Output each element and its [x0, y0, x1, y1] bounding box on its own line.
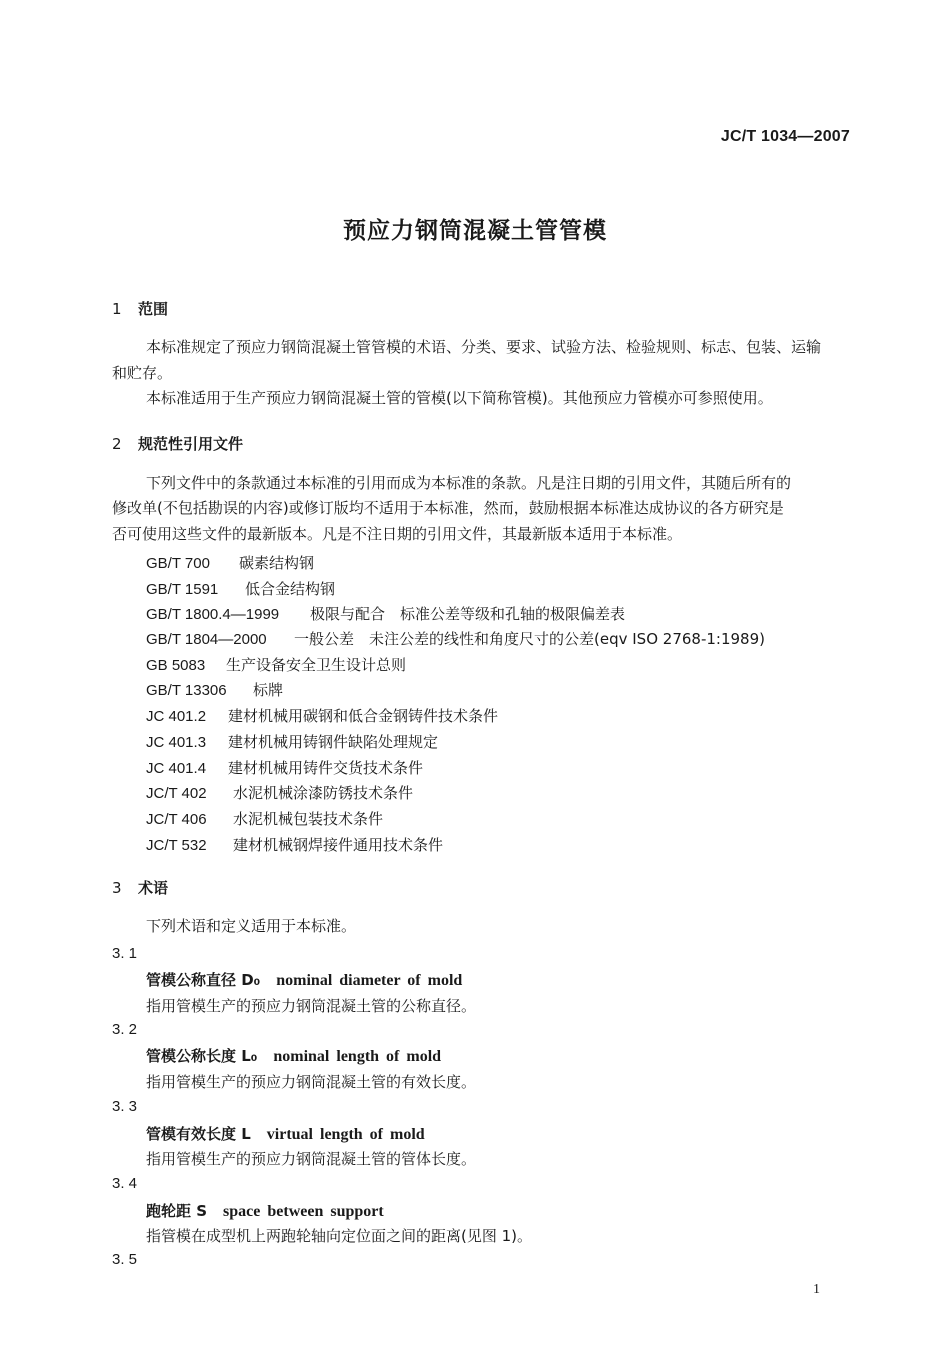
reference-item: GB 5083 生产设备安全卫生设计总则: [146, 656, 407, 674]
standard-number: JC/T 1034—2007: [720, 128, 850, 145]
term-number: 3. 3: [112, 1098, 138, 1115]
section-title: 规范性引用文件: [138, 435, 244, 453]
section-number: 1: [112, 300, 122, 318]
reference-item: GB/T 700 碳素结构钢: [146, 554, 315, 572]
term-definition: 指用管模生产的预应力钢筒混凝土管的管体长度。: [146, 1150, 477, 1168]
reference-item: JC/T 402 水泥机械涂漆防锈技术条件: [146, 784, 414, 802]
document-title: 预应力钢筒混凝土管管模: [343, 218, 607, 244]
section-2-intro-line-3: 否可使用这些文件的最新版本。凡是不注日期的引用文件，其最新版本适用于本标准。: [112, 525, 683, 543]
section-1-paragraph-2: 本标准适用于生产预应力钢筒混凝土管的管模(以下简称管模)。其他预应力管模亦可参照使用。: [146, 389, 773, 407]
term-number: 3. 2: [112, 1021, 138, 1038]
term-number: 3. 1: [112, 945, 138, 962]
section-number: 2: [112, 435, 122, 453]
term-title: 管模有效长度 L virtual length of mold: [146, 1125, 425, 1143]
reference-item: JC/T 406 水泥机械包装技术条件: [146, 810, 384, 828]
reference-item: GB/T 1591 低合金结构钢: [146, 580, 336, 598]
section-2-heading: [112, 433, 243, 454]
term-number: 3. 4: [112, 1175, 138, 1192]
reference-item: GB/T 13306 标牌: [146, 681, 284, 699]
reference-item: JC 401.2 建材机械用碳钢和低合金钢铸件技术条件: [146, 707, 499, 725]
section-3-intro: 下列术语和定义适用于本标准。: [146, 917, 357, 935]
section-title: 术语: [138, 879, 169, 897]
term-title: 跑轮距 S space between support: [146, 1202, 384, 1220]
term-title: 管模公称长度 L₀ nominal length of mold: [146, 1047, 442, 1065]
section-1-heading: [112, 298, 168, 319]
section-3-heading: [112, 877, 168, 898]
section-2-intro-line-2: 修改单(不包括勘误的内容)或修订版均不适用于本标准，然而，鼓励根据本标准达成协议的各方研究是: [112, 499, 784, 517]
page-number: 1: [813, 1282, 820, 1297]
reference-item: JC 401.3 建材机械用铸钢件缺陷处理规定: [146, 733, 439, 751]
reference-item: GB/T 1800.4—1999 极限与配合 标准公差等级和孔轴的极限偏差表: [146, 605, 626, 623]
reference-item: JC 401.4 建材机械用铸件交货技术条件: [146, 759, 424, 777]
term-definition: 指用管模生产的预应力钢筒混凝土管的有效长度。: [146, 1073, 477, 1091]
term-definition: 指用管模生产的预应力钢筒混凝土管的公称直径。: [146, 997, 477, 1015]
term-number: 3. 5: [112, 1251, 138, 1268]
reference-item: JC/T 532 建材机械钢焊接件通用技术条件: [146, 836, 444, 854]
section-title: 范围: [138, 300, 169, 318]
section-2-intro-line-1: 下列文件中的条款通过本标准的引用而成为本标准的条款。凡是注日期的引用文件，其随后所有的: [146, 474, 792, 492]
section-1-paragraph-1-line-2: 和贮存。: [112, 364, 173, 382]
section-number: 3: [112, 879, 122, 897]
term-title: 管模公称直径 D₀ nominal diameter of mold: [146, 971, 463, 989]
reference-item: GB/T 1804—2000 一般公差 未注公差的线性和角度尺寸的公差(eqv ISO 2768-1:1989): [146, 630, 765, 648]
section-1-paragraph-1-line-1: 本标准规定了预应力钢筒混凝土管管模的术语、分类、要求、试验方法、检验规则、标志、包装、运输: [146, 338, 822, 356]
term-definition: 指管模在成型机上两跑轮轴向定位面之间的距离(见图 1)。: [146, 1227, 533, 1245]
